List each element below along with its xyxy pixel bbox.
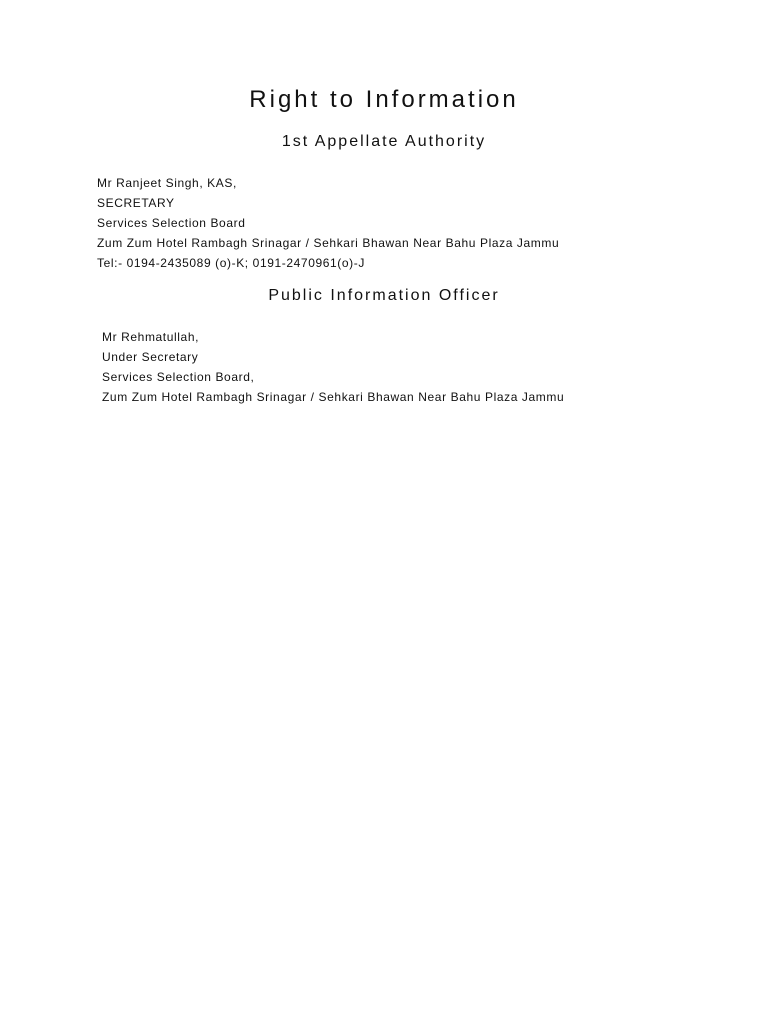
public-information-officer-contact (102, 327, 564, 407)
pio-organization: Services Selection Board, (102, 370, 255, 384)
appellate-officer-organization: Services Selection Board (97, 216, 246, 230)
appellate-officer-address: Zum Zum Hotel Rambagh Srinagar / Sehkari Bhawan Near Bahu Plaza Jammu (97, 236, 560, 250)
appellate-officer-telephone: Tel:- 0194-2435089 (o)-K; 0191-2470961(o)-J (97, 256, 365, 270)
pio-name: Mr Rehmatullah, (102, 330, 200, 344)
pio-address: Zum Zum Hotel Rambagh Srinagar / Sehkari Bhawan Near Bahu Plaza Jammu (102, 390, 565, 404)
public-information-officer-heading: Public Information Officer (268, 287, 500, 304)
appellate-officer-designation: SECRETARY (97, 196, 175, 210)
page-title: Right to Information (249, 86, 519, 113)
appellate-authority-heading: 1st Appellate Authority (281, 133, 487, 150)
appellate-officer-name: Mr Ranjeet Singh, KAS, (97, 176, 237, 190)
appellate-authority-contact (97, 173, 559, 273)
pio-designation: Under Secretary (102, 350, 199, 364)
